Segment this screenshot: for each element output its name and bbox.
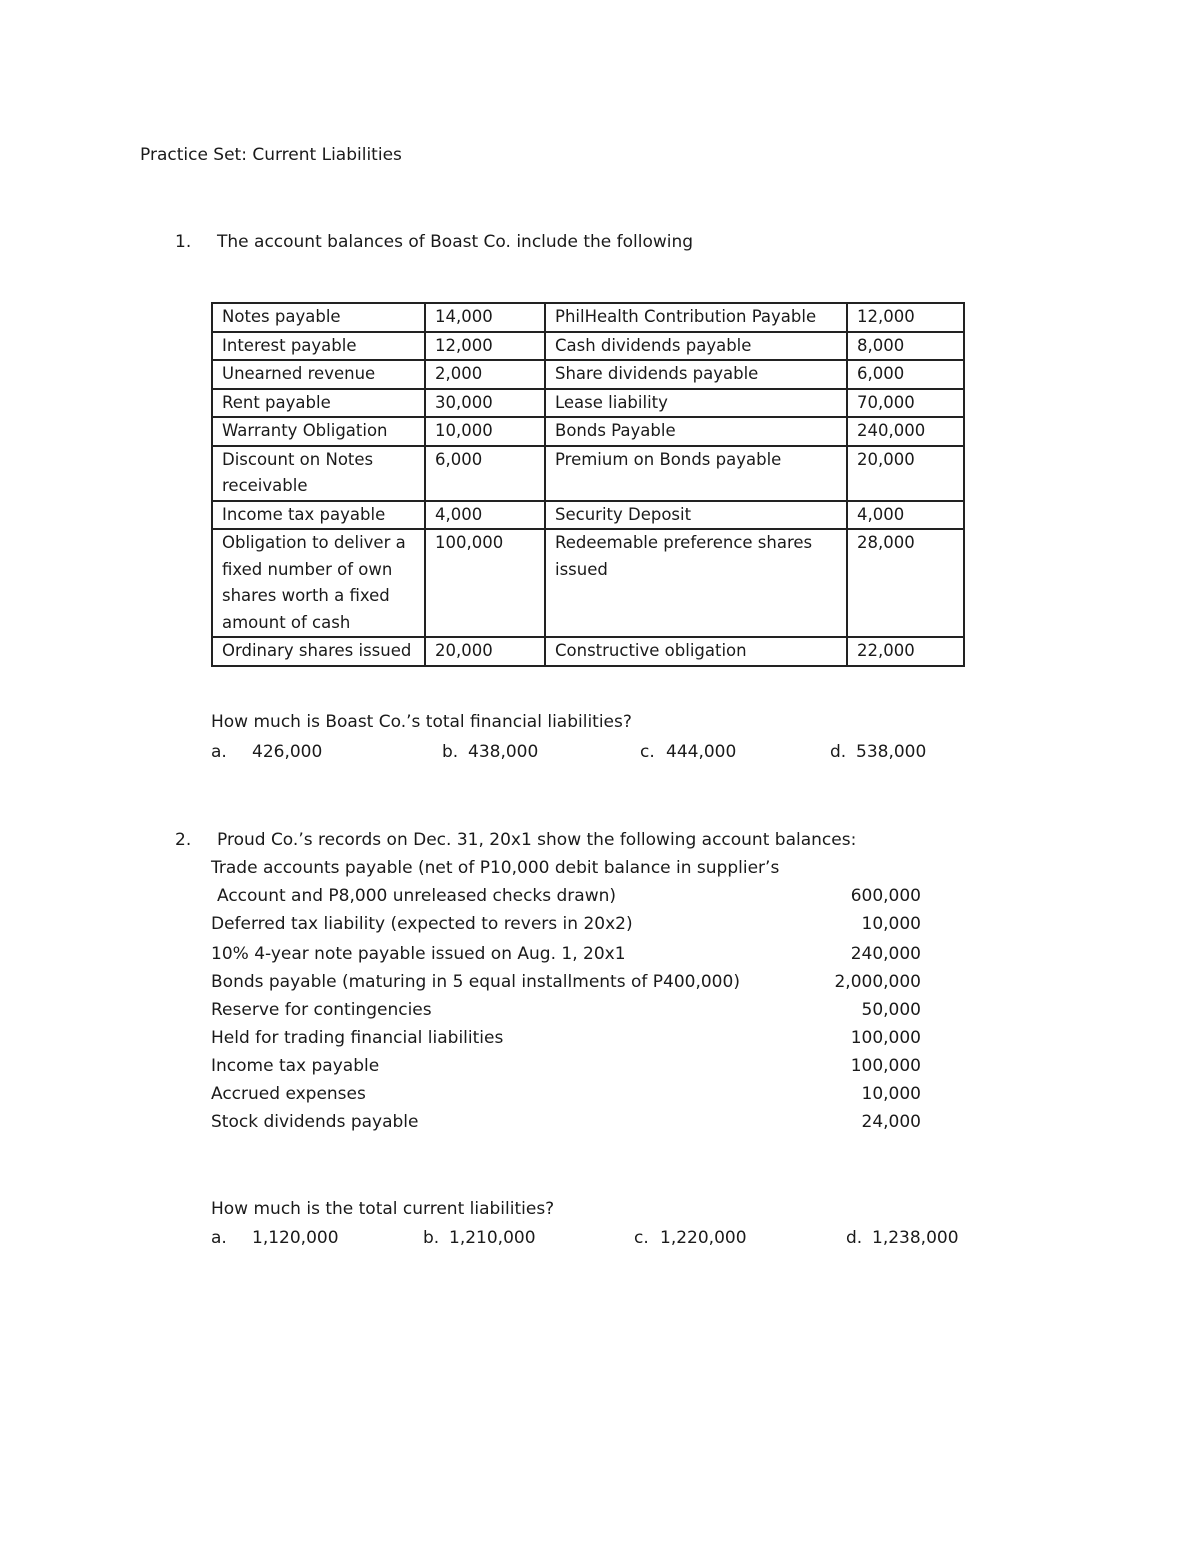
account-value: 4,000 [425,501,545,530]
account-label: Discount on Notes receivable [212,446,425,501]
list-item [211,1000,921,1028]
account-value: 6,000 [847,360,964,389]
question-2-intro: Proud Co.’s records on Dec. 31, 20x1 show the following account balances: [217,830,857,850]
choice-a-letter: a. [211,1228,227,1248]
account-value: 8,000 [847,332,964,361]
account-value: 10,000 [425,417,545,446]
choice-d-value: 1,238,000 [872,1228,959,1248]
account-value: 20,000 [425,637,545,666]
account-label: Interest payable [212,332,425,361]
list-item [211,972,921,1000]
item-value: 600,000 [850,886,921,906]
item-label: Reserve for contingencies [211,1000,432,1020]
choice-c-letter: c. [640,742,655,762]
account-value: 6,000 [425,446,545,501]
choice-b-value: 1,210,000 [449,1228,536,1248]
choice-c-letter: c. [634,1228,649,1248]
account-value: 2,000 [425,360,545,389]
list-item [211,944,921,972]
account-value: 14,000 [425,303,545,332]
item-value: 240,000 [850,944,921,964]
item-value: 2,000,000 [834,972,921,992]
item-label: Account and P8,000 unreleased checks drawn) [217,886,617,906]
account-label: Constructive obligation [545,637,847,666]
account-value: 100,000 [425,529,545,637]
table-row [212,637,964,666]
table-row [212,501,964,530]
account-value: 4,000 [847,501,964,530]
choice-c-value: 1,220,000 [660,1228,747,1248]
account-label: Lease liability [545,389,847,418]
item-value: 10,000 [861,1084,921,1104]
table-row [212,332,964,361]
choice-d-letter: d. [846,1228,863,1248]
account-label: Warranty Obligation [212,417,425,446]
account-value: 22,000 [847,637,964,666]
table-row [212,303,964,332]
choice-c-value: 444,000 [666,742,737,762]
account-value: 70,000 [847,389,964,418]
question-2-prompt: How much is the total current liabilities? [211,1199,555,1219]
item-label: Stock dividends payable [211,1112,419,1132]
question-1-number: 1. [175,232,192,252]
choice-b-letter: b. [442,742,459,762]
choice-a-value: 1,120,000 [252,1228,339,1248]
choice-d-value: 538,000 [856,742,927,762]
item-label: Held for trading financial liabilities [211,1028,504,1048]
item-value: 100,000 [850,1028,921,1048]
question-2-number: 2. [175,830,192,850]
page-title: Practice Set: Current Liabilities [140,145,402,165]
account-label: Income tax payable [212,501,425,530]
account-value: 30,000 [425,389,545,418]
question-1-intro: The account balances of Boast Co. include the following [217,232,694,252]
table-row [212,417,964,446]
item-value: 100,000 [850,1056,921,1076]
choice-d-letter: d. [830,742,847,762]
item-label: Accrued expenses [211,1084,366,1104]
list-item [211,914,921,942]
list-item [211,886,921,914]
table-row [212,446,964,501]
item-value: 50,000 [861,1000,921,1020]
item-label: Deferred tax liability (expected to revers in 20x2) [211,914,633,934]
item-trade-payables-line1: Trade accounts payable (net of P10,000 debit balance in supplier’s [211,858,780,878]
account-label: Security Deposit [545,501,847,530]
account-label: Ordinary shares issued [212,637,425,666]
item-label: 10% 4-year note payable issued on Aug. 1, 20x1 [211,944,626,964]
account-label: PhilHealth Contribution Payable [545,303,847,332]
item-value: 24,000 [861,1112,921,1132]
list-item [211,1028,921,1056]
account-label: Premium on Bonds payable [545,446,847,501]
account-label: Share dividends payable [545,360,847,389]
question-1-prompt: How much is Boast Co.’s total financial liabilities? [211,712,632,732]
account-label: Bonds Payable [545,417,847,446]
item-label: Bonds payable (maturing in 5 equal installments of P400,000) [211,972,740,992]
account-label: Notes payable [212,303,425,332]
list-item [211,1056,921,1084]
choice-a-value: 426,000 [252,742,323,762]
account-value: 20,000 [847,446,964,501]
account-value: 28,000 [847,529,964,637]
choice-b-value: 438,000 [468,742,539,762]
choice-b-letter: b. [423,1228,440,1248]
account-label: Unearned revenue [212,360,425,389]
table-row [212,529,964,637]
account-label: Rent payable [212,389,425,418]
account-value: 12,000 [847,303,964,332]
account-label: Obligation to deliver a fixed number of own shares worth a fixed amount of cash [212,529,425,637]
table-row [212,389,964,418]
list-item [211,1112,921,1140]
list-item [211,1084,921,1112]
item-label: Income tax payable [211,1056,380,1076]
account-label: Redeemable preference shares issued [545,529,847,637]
item-value: 10,000 [861,914,921,934]
account-balances-table [211,302,965,667]
table-row [212,360,964,389]
account-label: Cash dividends payable [545,332,847,361]
account-value: 12,000 [425,332,545,361]
choice-a-letter: a. [211,742,227,762]
account-value: 240,000 [847,417,964,446]
